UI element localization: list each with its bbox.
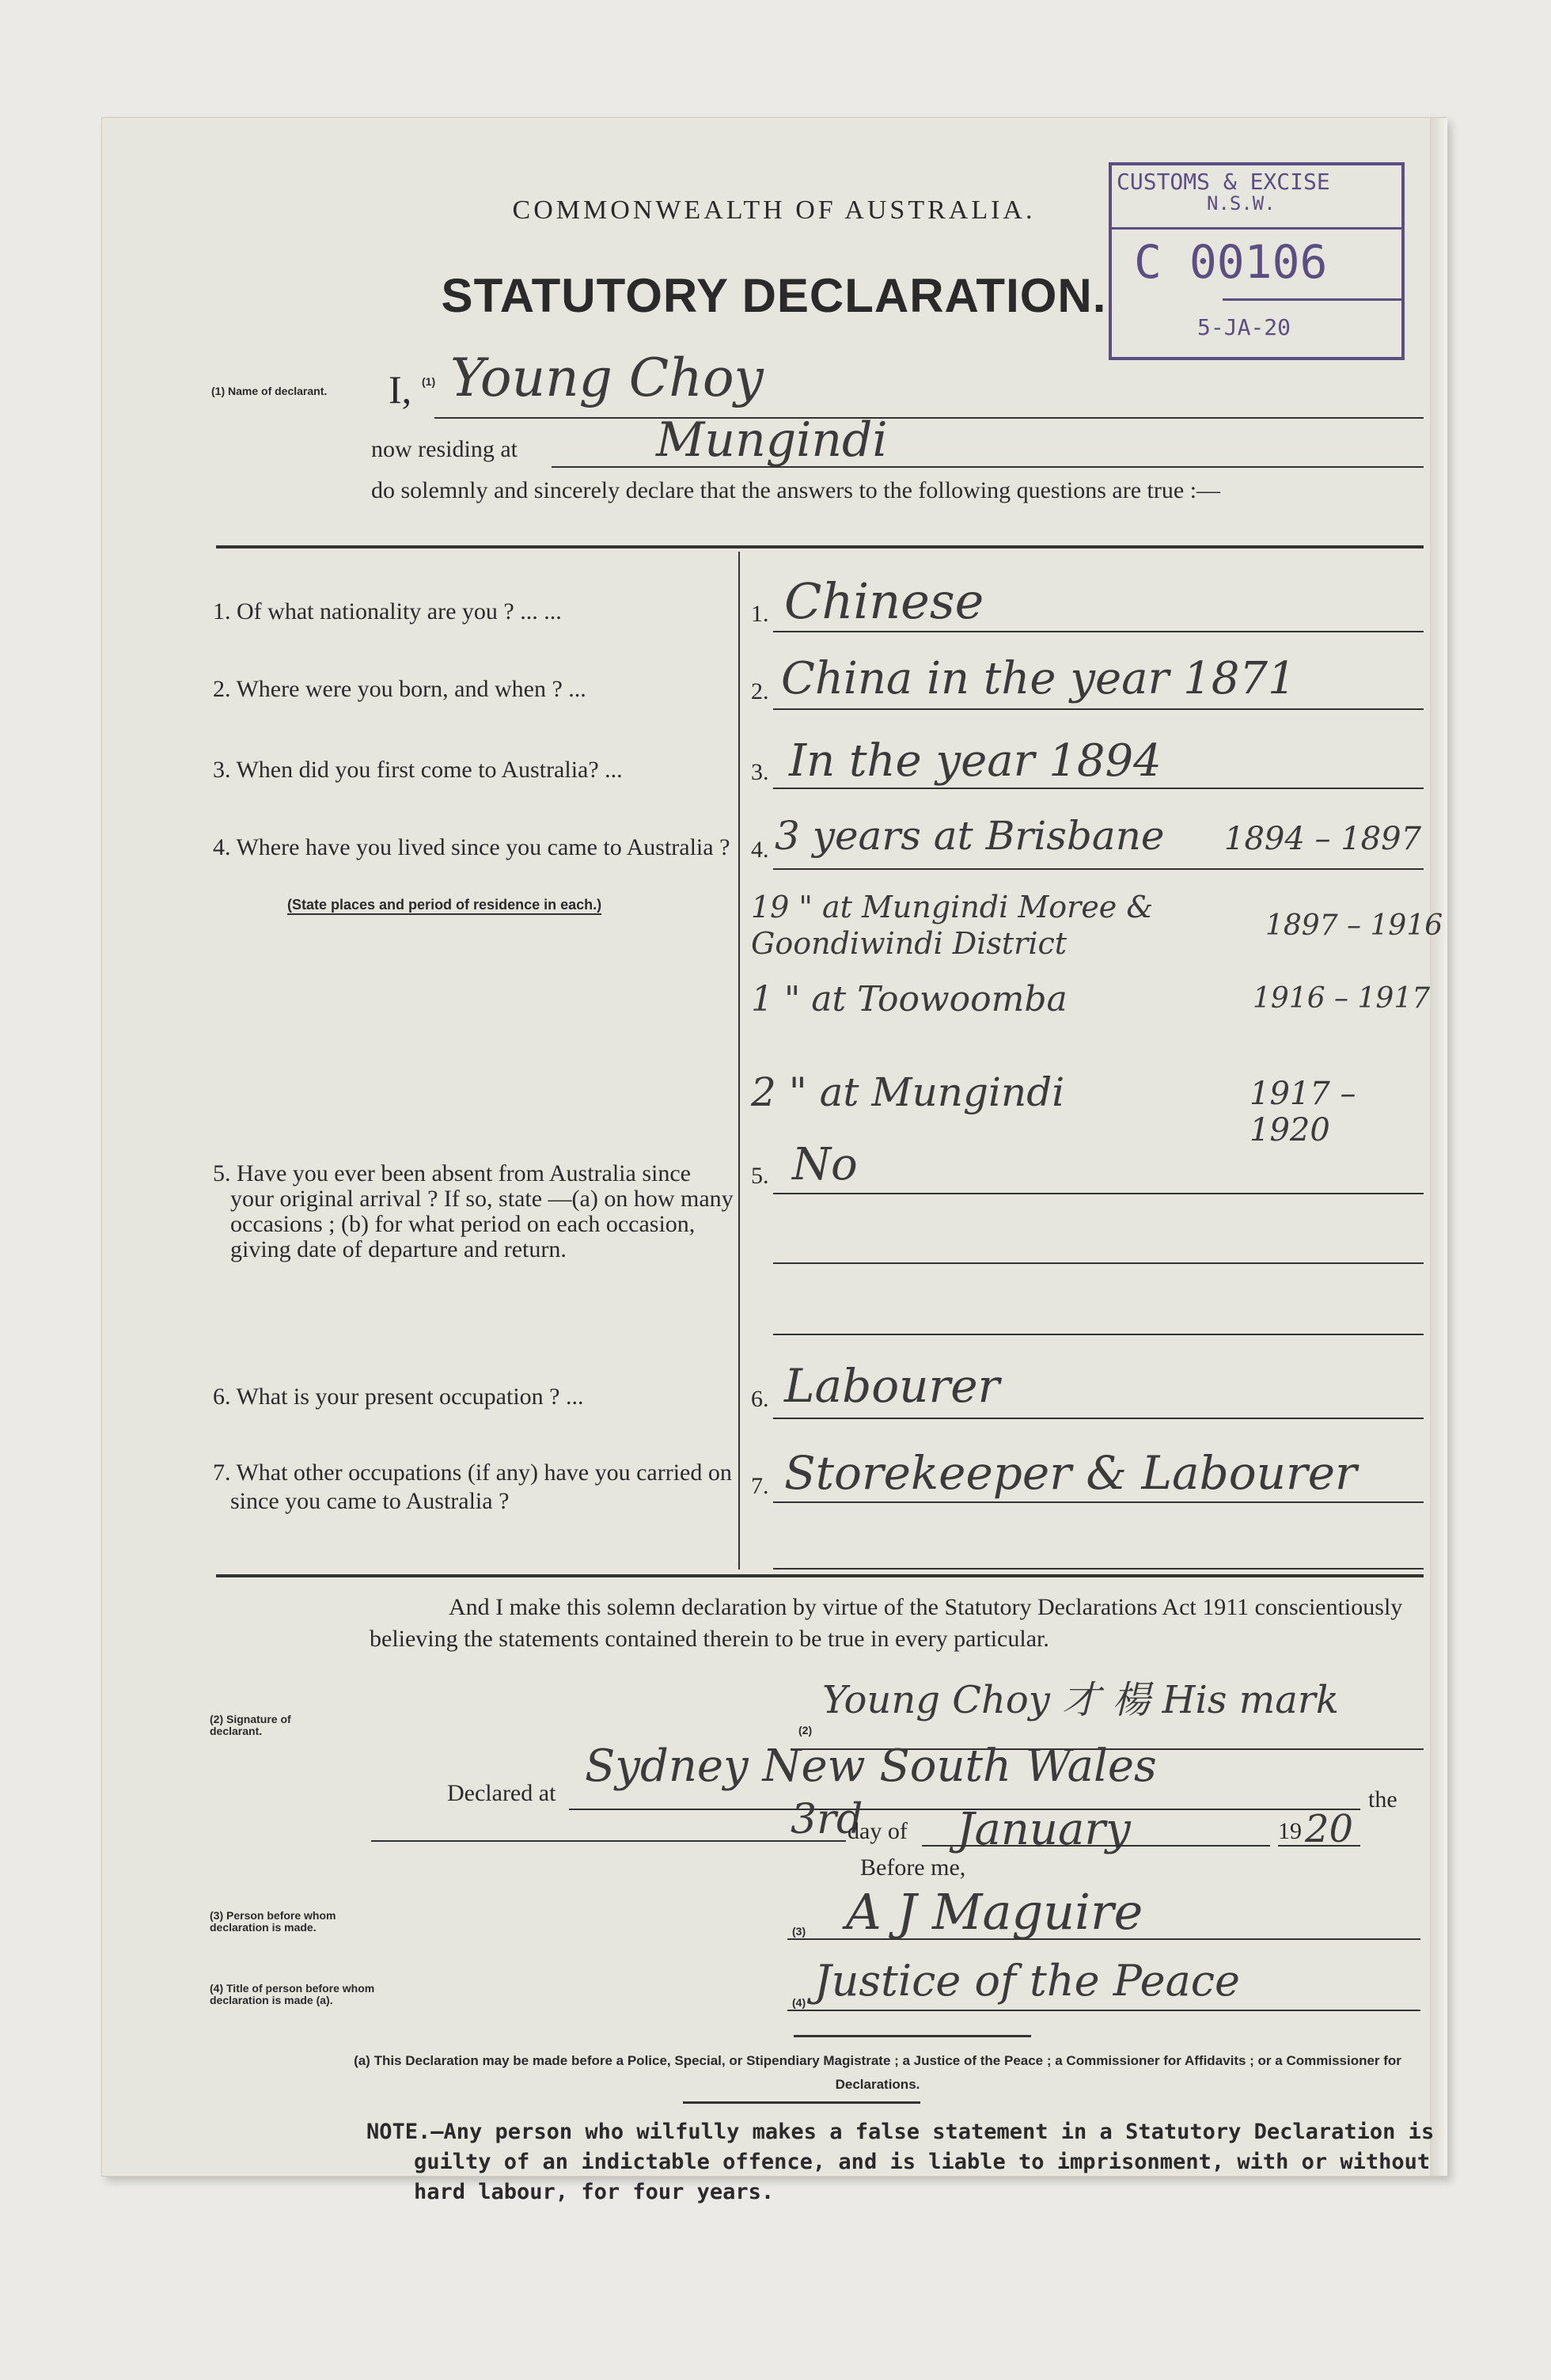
margin-note-declarant: (1) Name of declarant. — [211, 385, 328, 397]
declarant-name: Young Choy — [450, 347, 764, 408]
answer-1: Chinese — [784, 572, 984, 630]
residing-label: now residing at — [371, 436, 518, 462]
the-label: the — [1368, 1786, 1397, 1813]
answer-2: China in the year 1871 — [781, 653, 1296, 704]
question-3: 3. When did you first come to Australia? ... — [213, 757, 623, 783]
legal-note: NOTE.—Any person who wilfully makes a false statement in a Statutory Declaration is guilty of an indictable offence, and is liable to imprisonment, with or without hard labour, for four years. — [366, 2120, 1435, 2204]
margin-note-signature: (2) Signature of declarant. — [210, 1713, 291, 1737]
answer-4-line-1: 3 years at Brisbane — [775, 813, 1165, 859]
answer-num-3: 3. — [751, 759, 769, 785]
footnote: (a) This Declaration may be made before a Police, Special, or Stipendiary Magistrate ; a Justice of the Peace ; a Commissioner for Affidavits ; or a Commissioner for Declarations. — [354, 2053, 1401, 2092]
year-suffix: 20 — [1305, 1807, 1354, 1851]
before-me-label: Before me, — [860, 1854, 966, 1881]
stamp-line1: CUSTOMS & EXCISE — [1117, 169, 1330, 195]
commonwealth-heading: COMMONWEALTH OF AUSTRALIA. — [512, 195, 1036, 225]
declared-place: Sydney New South Wales — [585, 1740, 1157, 1792]
answer-4-period-4: 1917 – 1920 — [1250, 1076, 1356, 1148]
answer-5: No — [792, 1139, 858, 1190]
answer-num-4: 4. — [751, 837, 769, 863]
solemnly-text: do solemnly and sincerely declare that the answers to the following questions are true :— — [371, 477, 1221, 503]
declared-at-label: Declared at — [447, 1780, 556, 1806]
answer-num-2: 2. — [751, 678, 769, 704]
margin-note-title: (4) Title of person before whom declaration is made (a). — [210, 1982, 375, 2006]
question-7: 7. What other occupations (if any) have you carried on since you came to Australia ? — [213, 1460, 732, 1514]
day-of-label: day of — [848, 1818, 908, 1844]
declarant-ref: (1) — [422, 375, 436, 388]
witness-signature: A J Maguire — [846, 1883, 1143, 1941]
witness-ref: (3) — [792, 1925, 806, 1938]
page-title: STATUTORY DECLARATION. — [441, 269, 1107, 322]
answer-num-7: 7. — [751, 1473, 769, 1499]
answer-4-period-2: 1897 – 1916 — [1265, 909, 1443, 942]
answer-4-period-1: 1894 – 1897 — [1224, 821, 1422, 857]
answer-num-1: 1. — [751, 601, 769, 627]
answer-4-line-2: 19 " at Mungindi Moree & Goondiwindi District — [751, 890, 1154, 961]
question-4: 4. Where have you lived since you came to Australia ? — [213, 834, 730, 860]
answer-4-line-3: 1 " at Toowoomba — [751, 979, 1067, 1019]
question-4-sub: (State places and period of residence in each.) — [287, 897, 601, 915]
stamp-line2: N.S.W. — [1207, 192, 1276, 214]
question-1: 1. Of what nationality are you ? ... ... — [213, 598, 562, 624]
declarant-signature: Young Choy 才 楊 His mark — [822, 1678, 1339, 1722]
stamp-number: C 00106 — [1134, 235, 1328, 289]
question-5: 5. Have you ever been absent from Australia since your original arrival ? If so, state —(a) on how many occasions ; (b) for what period on each occasion, giving date of departure and return. — [213, 1160, 734, 1262]
witness-title: Justice of the Peace — [814, 1956, 1240, 2006]
answer-4-period-3: 1916 – 1917 — [1253, 982, 1431, 1015]
stamp-date: 5-JA-20 — [1197, 314, 1291, 340]
declared-day: 3rd — [791, 1796, 863, 1843]
declared-month: January — [957, 1804, 1131, 1855]
question-2: 2. Where were you born, and when ? ... — [213, 676, 586, 702]
column-divider — [738, 552, 740, 1570]
customs-stamp — [1109, 162, 1405, 360]
margin-note-person: (3) Person before whom declaration is made. — [210, 1909, 336, 1934]
answer-4-line-4: 2 " at Mungindi — [751, 1069, 1065, 1115]
residence: Mungindi — [656, 412, 888, 468]
question-6: 6. What is your present occupation ? ... — [213, 1384, 584, 1410]
answer-6: Labourer — [784, 1359, 1000, 1413]
answer-3: In the year 1894 — [789, 735, 1162, 787]
signature-ref: (2) — [798, 1724, 813, 1737]
declaration-form — [101, 117, 1447, 2204]
declaration-text: And I make this solemn declaration by virtue of the Statutory Declarations Act 1911 conscientiously believing the statements contained therein to be true in every particular. — [370, 1594, 1403, 1652]
year-prefix: 19 — [1278, 1818, 1302, 1844]
answer-num-5: 5. — [751, 1163, 769, 1189]
title-ref: (4) — [792, 1996, 806, 2009]
declarant-intro: I, — [389, 367, 412, 412]
answer-7: Storekeeper & Labourer — [784, 1446, 1357, 1500]
answer-num-6: 6. — [751, 1386, 769, 1412]
